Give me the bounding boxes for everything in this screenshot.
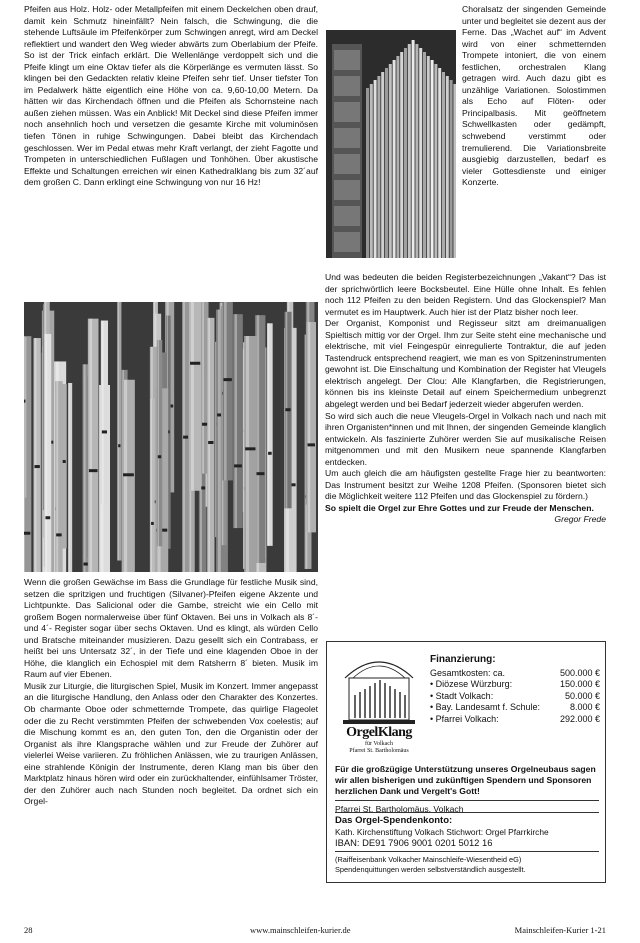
financing-total-label: Gesamtkosten: ca.: [430, 667, 506, 678]
parish-name: Pfarrei St. Bartholomäus, Volkach: [335, 804, 464, 814]
financing-row: [430, 679, 600, 691]
financing-label: • Diözese Würzburg:: [430, 679, 513, 689]
account-bank: (Raiffeisenbank Volkacher Mainschleife-Wiesentheid eG): [335, 855, 522, 865]
article-column-left-bottom: [24, 577, 318, 808]
paragraph: Wenn die großen Gewächse im Bass die Grundlage für festliche Musik sind, setzen die spritzigen und fruchtigen (Silvaner)-Pfeifen eigene Akzente und Lichtpunkte. Das Salicional oder die Gambe, streicht wie ein Cello mit großem Bogen normalerweise über fünf Oktaven. Bei uns in Volkach als 8´- und 4´- Register sogar über sechs Oktaven. Und es klingt, als würden Cello und Bratsche miteinander musizieren. Dazu gesellt sich ein Contrabass, er heißt bei uns Untersatz 32´, in der Tiefe und eine klagenden Oboe in der Höhe, die klanglich ein Echospiel mit dem Ratsherrn 8´ bieten. Musik im Raum auf vier Ebenen.: [24, 577, 318, 680]
financing-row: [430, 714, 600, 726]
logo-subtitle-1: für Volkach: [365, 741, 393, 747]
account-iban: IBAN: DE91 7906 9001 0201 5012 16: [335, 836, 493, 848]
financing-value: 8.000 €: [569, 702, 600, 712]
financing-heading: Finanzierung:: [430, 654, 496, 665]
financing-row: [430, 691, 600, 703]
logo-subtitle-2: Pfarrei St. Bartholomäus: [349, 748, 409, 754]
article-column-left-top: [24, 4, 318, 189]
financing-label: • Stadt Volkach:: [430, 690, 494, 701]
author-signature: Gregor Frede: [554, 514, 606, 525]
article-column-right-middle: [325, 272, 606, 526]
logo-title: OrgelKlang: [346, 725, 412, 740]
footer-issue: Mainschleifen-Kurier 1-21: [514, 925, 606, 935]
footer-website[interactable]: www.mainschleifen-kurier.de: [250, 925, 351, 935]
organ-pipes-illustration: [24, 302, 318, 572]
receipt-note: Spendenquittungen werden selbstverständlich ausgestellt.: [335, 864, 526, 874]
financing-total-row: [430, 668, 600, 680]
paragraph: So wird sich auch die neue Vleugels-Orgel in Volkach nach und nach mit ihren Organisten*innen und mit Ihnen, der singenden Gemeinde klanglich entwickeln. Als faszinierte Zuhörer werden Sie auf musikalische Reisen mitgenommen und mit den Musikern neue spannende Klangfarben entdecken.: [325, 410, 606, 467]
paragraph: Choralsatz der singenden Gemeinde unter und begleitet sie dezent aus der Ferne. Das „Wachet auf“ im Advent wird von einer schmetternden Trompete intoniert, die von einem festlichen, orchestralen Klang getragen wird. Auch dazu gibt es unzählige Variationen. Solostimmen als Echo auf Flöten- oder Principalbasis. Mit geöffnetem Schwellkasten oder gedämpft, schwebend verstimmt oder tremulierend. Die Variationsbreite ausgiebig darzustellen, bedarf es vieler Gottesdienste und einiger Konzerte.: [462, 4, 606, 188]
paragraph: Und was bedeuten die beiden Registerbezeichnungen „Vakant“? Das ist der sprichwörtlich leere Bocksbeutel. Eine Hülle ohne Inhalt. Es fehlen noch 112 Pfeifen zu den beiden Registern. Und das Glockenspiel? Man vermutet es im Hauptwerk. Auch hier ist der Platz bisher noch leer.: [325, 272, 606, 317]
paragraph: Der Organist, Komponist und Regisseur sitzt am dreimanualigen Spieltisch mittig vor der Orgel. Ihm zur Seite steht eine mechanische und elektrische, mit viel Feingespür einregulierte Tontraktur, die auf jeden Tastendruck entsprechend reagiert, wie man es von Spitzeninstrumenten gewohnt ist. Die Einschaltung und Kombination der Register hat Vleugels elektrisch angelegt. Der Clou: Alle Klangfarben, die Registrierungen, können bis ins kleinste Detail auf einem Speichermedium unbegrenzt abgelegt werden und bei Bedarf jederzeit wieder abgerufen werden.: [325, 318, 606, 410]
article-column-right-top: [462, 4, 606, 189]
account-heading: Das Orgel-Spendenkonto:: [335, 815, 453, 826]
financing-list: [430, 654, 600, 725]
closing-sentence: So spielt die Orgel zur Ehre Gottes und zur Freude der Menschen.: [325, 502, 594, 513]
account-holder: Kath. Kirchenstiftung Volkach Stichwort: Orgel Pfarrkirche: [335, 826, 549, 837]
financing-row: [430, 702, 600, 714]
thanks-message: Für die großzügige Unterstützung unseres Orgelneubaus sagen wir allen bisherigen und zukünftigen Spendern und Sponsoren herzlichen Dank und Vergelt's Gott!: [335, 764, 596, 796]
paragraph: Um auch gleich die am häufigsten gestellte Frage hier zu beantworten: Das Instrument besitzt zur Weihe 1208 Pfeifen. (Sponsoren bietet sich die Möglichkeit weitere 112 Pfeifen und das Glockenspiel zu fördern.): [325, 468, 606, 502]
thanks-text: [335, 764, 599, 815]
financing-value: 292.000 €: [559, 713, 600, 724]
organ-pipes-photo-small: [326, 30, 456, 258]
financing-value: 50.000 €: [564, 690, 600, 701]
financing-label: • Pfarrei Volkach:: [430, 713, 499, 724]
organ-pipes-photo-large: [24, 302, 318, 572]
organ-case-illustration: [326, 30, 456, 258]
page-number: 28: [24, 925, 33, 935]
donation-ad-box: [326, 641, 606, 883]
financing-value: 150.000 €: [559, 679, 600, 689]
donation-account: [335, 809, 599, 874]
financing-total-value: 500.000 €: [559, 667, 600, 678]
paragraph: Pfeifen aus Holz. Holz- oder Metallpfeifen mit einem Deckelchen oben drauf, damit kein Schmutz hineinfällt? Nein falsch, die Schwingung, die die stehende Luftsäule im Pfeifenkörper zum Schwingen anregt, wird am Deckel reflektiert und wandert den Weg wieder abwärts zum Oberlabium der Pfeife. So ist der Trick einfach erklärt. Die Wellenlänge verdoppelt sich und die Pfeife klingt um eine Oktav tiefer als die Körperlänge es vermuten lässt. So klingen bei den Gedackten relativ kleine Pfeifen sehr tief. Unser tiefster Ton im Pedalwerk hätte eigentlich eine Höhe von ca. 9,60-10,00 Metern. Da hätten wir das Kirchendach öffnen und die Pfeifen als Schornsteine nach außen ziehen müssen. Was ein Anblick! Mit Deckel sind diese Pfeifen immer noch ansehnlich hoch und versetzen die gesamte Kirche mit voluminösen tiefen Tönen in ruhige Schwingungen. Dabei bleibt das Kirchendach geschlossen. Wer im Pedal etwas mehr Kraft verlangt, der zieht Fagotte und Trompeten in unterschiedlichen Fußlagen und Tonhöhen. Über akustische Effekte und Schaltungen erreichen wir einen Kathedralklang bis zum 32´auf dem großen C. Dann erklingt eine Schwingung von nur 16 Hz!: [24, 4, 318, 188]
financing-label: • Bay. Landesamt f. Schule:: [430, 702, 541, 712]
paragraph: Musik zur Liturgie, die liturgischen Spiel, Musik im Konzert. Immer angepasst an die liturgische Handlung, den Anlass oder den Charakter des Konzertes. Ob charmante Oboe oder schmetternde Trompete, das quirlige Flageolet oder die zu Recht verstimmten Pfeifen der schwebenden Vox coelestis; auf die Mischung kommt es an, den guten Ton, den die Organistin oder der Organist als ihre Klangsprache wählen und zur Freude der Zuhörer auf vielerlei Weise variieren. Zu fröhlichen Anlässen, wie zu traurigen Anlässen, eine strahlende Königin der Instrumente, deren Klang man bis über den Marktplatz hinaus hören wird oder ein zurückhaltender, einfühlsamer Tröster, der den Zuhörer auch nach Stunden noch begleitet. Da ordnet sich ein Orgel-: [24, 680, 318, 807]
orgelklang-logo: [335, 650, 423, 760]
